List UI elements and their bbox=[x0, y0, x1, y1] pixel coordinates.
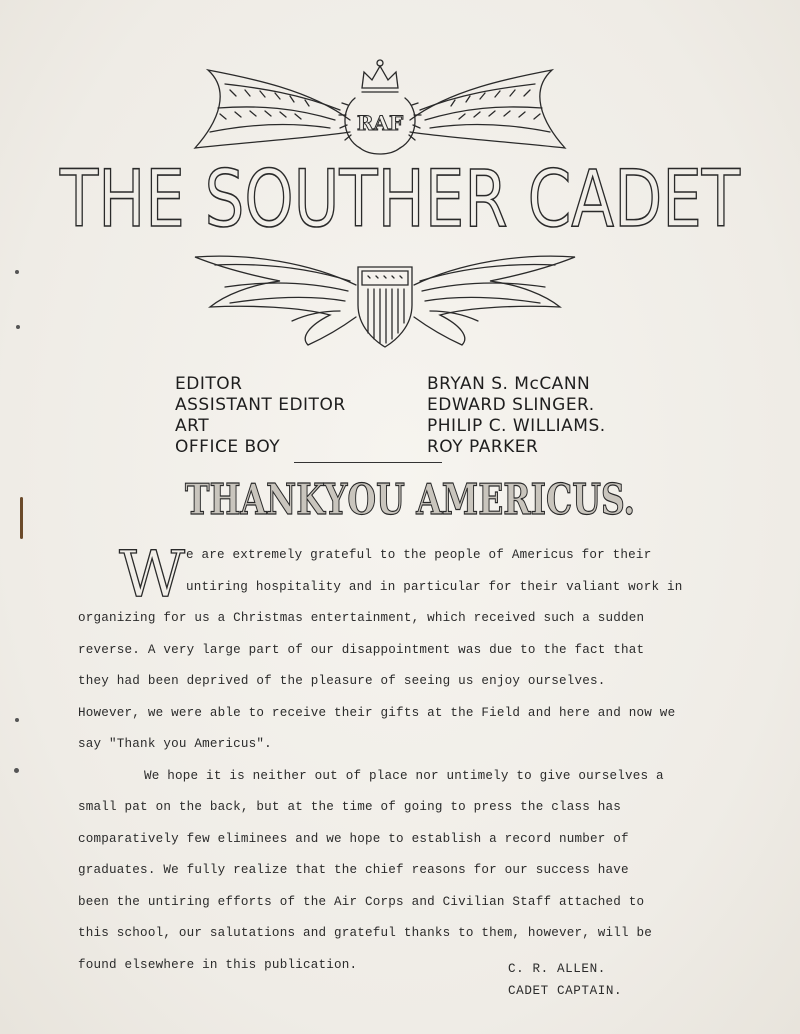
staff-row bbox=[175, 437, 655, 458]
staff-role: ASSISTANT EDITOR bbox=[175, 395, 346, 415]
paragraph-1 bbox=[78, 540, 718, 761]
drop-cap-letter: W bbox=[119, 538, 185, 612]
staff-name: PHILIP C. WILLIAMS. bbox=[427, 416, 606, 436]
signature-name: C. R. ALLEN. bbox=[508, 962, 606, 976]
text-line: found elsewhere in this publication. bbox=[78, 957, 358, 972]
headline bbox=[180, 472, 640, 524]
signature-block bbox=[508, 958, 622, 1002]
text-line: been the untiring efforts of the Air Corps and Civilian Staff attached to bbox=[78, 894, 645, 909]
signature-title: CADET CAPTAIN. bbox=[508, 984, 623, 998]
article-body bbox=[78, 540, 718, 981]
text-line: they had been deprived of the pleasure of seeing us enjoy ourselves. bbox=[78, 674, 606, 688]
text-line: We hope it is neither out of place nor untimely to give ourselves a bbox=[144, 768, 664, 783]
divider-line bbox=[294, 462, 442, 463]
headline-text: THANKYOU AMERICUS. bbox=[185, 475, 635, 524]
staff-row bbox=[175, 416, 655, 437]
staff-name: ROY PARKER bbox=[427, 437, 539, 457]
staff-name: EDWARD SLINGER. bbox=[427, 395, 595, 415]
staff-role: EDITOR bbox=[175, 374, 243, 394]
text-line: reverse. A very large part of our disappointment was due to the fact that bbox=[78, 642, 645, 657]
punch-mark bbox=[14, 768, 19, 773]
masthead-title bbox=[55, 155, 745, 245]
text-line: However, we were able to receive their gifts at the Field and here and now we bbox=[78, 705, 676, 720]
text-line: small pat on the back, but at the time of going to press the class has bbox=[78, 800, 622, 814]
text-line: comparatively few eliminees and we hope to establish a record number of bbox=[78, 831, 629, 846]
paragraph-2 bbox=[78, 761, 718, 982]
emblem-lettering: RAF bbox=[356, 111, 404, 135]
staff-name: BRYAN S. McCANN bbox=[427, 374, 591, 394]
text-line: say "Thank you Americus". bbox=[78, 737, 272, 751]
punch-mark bbox=[16, 325, 20, 329]
text-line: untiring hospitality and in particular for their valiant work in bbox=[186, 579, 683, 594]
punch-mark bbox=[15, 270, 19, 274]
staff-row bbox=[175, 374, 655, 395]
text-line: graduates. We fully realize that the chief reasons for our success have bbox=[78, 863, 629, 877]
punch-mark bbox=[15, 718, 19, 722]
staff-listing bbox=[175, 374, 655, 458]
staff-role: OFFICE BOY bbox=[175, 437, 281, 457]
masthead-title-text: THE SOUTHER CADET bbox=[59, 155, 741, 245]
usaac-wings-emblem bbox=[190, 245, 580, 350]
text-line: organizing for us a Christmas entertainment, which received such a sudden bbox=[78, 611, 645, 625]
staff-role: ART bbox=[175, 416, 210, 436]
staff-row bbox=[175, 395, 655, 416]
staple-mark bbox=[20, 497, 23, 539]
text-line: this school, our salutations and grateful thanks to them, however, will be bbox=[78, 926, 653, 940]
text-line: e are extremely grateful to the people of Americus for their bbox=[186, 548, 652, 562]
raf-wings-emblem bbox=[190, 50, 570, 165]
